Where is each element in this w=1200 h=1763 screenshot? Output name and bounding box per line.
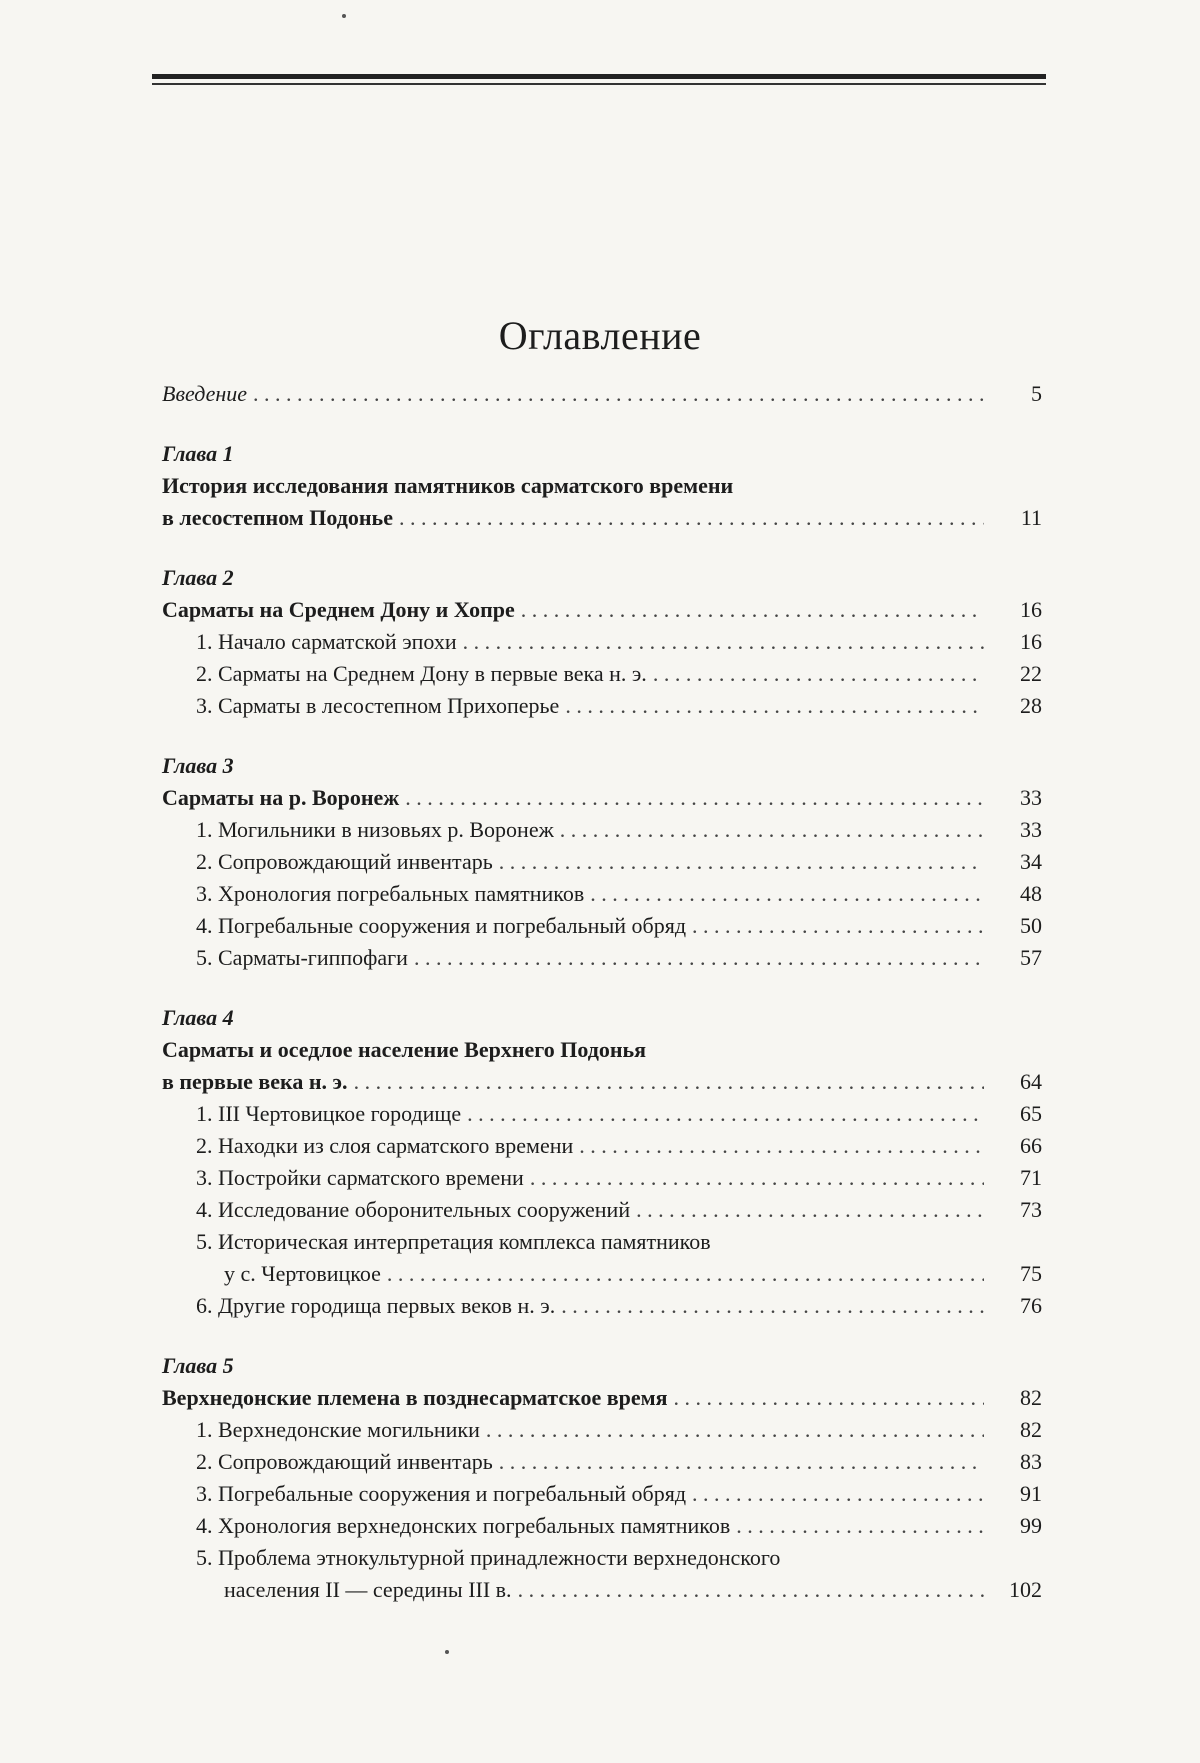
page-number: 73: [1020, 1197, 1042, 1222]
chapter-label: Глава 2: [162, 565, 234, 590]
dot-leader: [560, 814, 984, 846]
toc-chapter-3: [162, 750, 1042, 974]
toc-subentry: [162, 942, 1042, 974]
intro-label: Введение: [162, 381, 248, 406]
dot-leader: [499, 846, 984, 878]
page-number: 16: [1020, 629, 1042, 654]
page-number: 91: [1020, 1481, 1042, 1506]
subentry-text: 3. Постройки сарматского времени: [196, 1165, 524, 1190]
toc-chapter-1: [162, 438, 1042, 534]
toc-entry: [162, 378, 1042, 410]
toc-subentry: [162, 658, 1042, 690]
header-rule-thin: [152, 83, 1046, 85]
dot-leader: [561, 1290, 984, 1322]
toc-subentry: [162, 814, 1042, 846]
toc-subentry: [162, 1446, 1042, 1478]
toc-subentry: [162, 626, 1042, 658]
toc-subentry: [162, 690, 1042, 722]
chapter-heading-cont: в первые века н. э.: [162, 1069, 348, 1094]
chapter-label: Глава 5: [162, 1353, 234, 1378]
page-number: 99: [1020, 1513, 1042, 1538]
dot-leader: [414, 942, 984, 974]
page-number: 50: [1020, 913, 1042, 938]
page-number: 48: [1020, 881, 1042, 906]
page-number: 33: [1020, 785, 1042, 810]
page-number: 16: [1020, 597, 1042, 622]
subentry-text: 5. Сарматы-гиппофаги: [196, 945, 408, 970]
toc-subentry: [162, 1130, 1042, 1162]
page-number: 71: [1020, 1165, 1042, 1190]
dot-leader: [736, 1510, 984, 1542]
toc-subentry: [162, 1510, 1042, 1542]
dot-leader: [653, 658, 984, 690]
subentry-text: 1. Могильники в низовьях р. Воронеж: [196, 817, 554, 842]
chapter-heading: Сарматы на Среднем Дону и Хопре: [162, 597, 515, 622]
dot-leader: [579, 1130, 984, 1162]
subentry-text-cont: у с. Чертовицкое: [224, 1261, 381, 1286]
subentry-text: 2. Сопровождающий инвентарь: [196, 1449, 493, 1474]
chapter-heading-cont: в лесостепном Подонье: [162, 505, 393, 530]
toc-subentry: [162, 1290, 1042, 1322]
subentry-text: 2. Сарматы на Среднем Дону в первые века н. э.: [196, 661, 647, 686]
subentry-text: 4. Исследование оборонительных сооружений: [196, 1197, 631, 1222]
subentry-text: 5. Историческая интерпретация комплекса памятников: [196, 1229, 711, 1254]
page-number: 76: [1020, 1293, 1042, 1318]
subentry-text: 1. Начало сарматской эпохи: [196, 629, 457, 654]
dot-leader: [463, 626, 984, 658]
subentry-text: 6. Другие городища первых веков н. э.: [196, 1293, 556, 1318]
toc-subentry: [162, 846, 1042, 878]
page-number: 65: [1020, 1101, 1042, 1126]
dot-leader: [467, 1098, 984, 1130]
chapter-heading: Верхнедонские племена в позднесарматское время: [162, 1385, 668, 1410]
toc-subentry: [162, 910, 1042, 942]
subentry-text: 1. III Чертовицкое городище: [196, 1101, 462, 1126]
dot-leader: [530, 1162, 984, 1194]
page-number: 75: [1020, 1261, 1042, 1286]
page-number: 82: [1020, 1417, 1042, 1442]
subentry-text: 3. Сарматы в лесостепном Прихоперье: [196, 693, 560, 718]
print-speck: [342, 14, 346, 18]
dot-leader: [405, 782, 984, 814]
page-title: Оглавление: [498, 312, 702, 358]
dot-leader: [399, 502, 984, 534]
dot-leader: [636, 1194, 984, 1226]
toc-subentry: [162, 1258, 1042, 1290]
toc-entry: [162, 1382, 1042, 1414]
toc-subentry: [162, 1574, 1042, 1606]
chapter-heading: Сарматы и оседлое население Верхнего Подонья: [162, 1037, 647, 1062]
page-number: 64: [1020, 1069, 1042, 1094]
page-number: 28: [1020, 693, 1042, 718]
toc-entry: [162, 502, 1042, 534]
subentry-text: 5. Проблема этнокультурной принадлежности верхнедонского: [196, 1545, 781, 1570]
page-number: 33: [1020, 817, 1042, 842]
print-speck: [445, 1650, 449, 1654]
page-number: 57: [1020, 945, 1042, 970]
toc-subentry: [162, 1478, 1042, 1510]
toc-entry: [162, 1066, 1042, 1098]
toc-entry: [162, 594, 1042, 626]
toc-chapter-5: [162, 1350, 1042, 1606]
page-number: 11: [1020, 505, 1042, 530]
page-number: 34: [1020, 849, 1042, 874]
subentry-text-cont: населения II — середины III в.: [224, 1577, 512, 1602]
header-rule-thick: [152, 74, 1046, 79]
toc-subentry: [162, 1194, 1042, 1226]
dot-leader: [499, 1446, 984, 1478]
subentry-text: 4. Погребальные сооружения и погребальный обряд: [196, 913, 687, 938]
subentry-text: 4. Хронология верхнедонских погребальных памятников: [196, 1513, 731, 1538]
chapter-heading: Сарматы на р. Воронеж: [162, 785, 400, 810]
page-number: 82: [1020, 1385, 1042, 1410]
toc-intro: [162, 378, 1042, 410]
dot-leader: [590, 878, 984, 910]
toc-subentry: [162, 878, 1042, 910]
dot-leader: [354, 1066, 984, 1098]
chapter-label: Глава 4: [162, 1005, 234, 1030]
page-number: 83: [1020, 1449, 1042, 1474]
page-number: 5: [1031, 381, 1042, 406]
subentry-text: 2. Сопровождающий инвентарь: [196, 849, 493, 874]
subentry-text: 3. Хронология погребальных памятников: [196, 881, 585, 906]
dot-leader: [518, 1574, 984, 1606]
dot-leader: [253, 378, 984, 410]
chapter-label: Глава 1: [162, 441, 234, 466]
chapter-heading: История исследования памятников сарматского времени: [162, 473, 734, 498]
dot-leader: [674, 1382, 984, 1414]
toc-subentry: [162, 1414, 1042, 1446]
table-of-contents: [162, 378, 1042, 1634]
page-number: 66: [1020, 1133, 1042, 1158]
dot-leader: [486, 1414, 984, 1446]
dot-leader: [387, 1258, 984, 1290]
page-number: 22: [1020, 661, 1042, 686]
dot-leader: [692, 1478, 984, 1510]
dot-leader: [521, 594, 984, 626]
toc-subentry: [162, 1162, 1042, 1194]
dot-leader: [692, 910, 984, 942]
dot-leader: [565, 690, 984, 722]
page-number: 102: [1009, 1577, 1042, 1602]
toc-chapter-2: [162, 562, 1042, 722]
chapter-label: Глава 3: [162, 753, 234, 778]
toc-subentry: [162, 1098, 1042, 1130]
subentry-text: 1. Верхнедонские могильники: [196, 1417, 480, 1442]
subentry-text: 3. Погребальные сооружения и погребальный обряд: [196, 1481, 687, 1506]
toc-entry: [162, 782, 1042, 814]
toc-chapter-4: [162, 1002, 1042, 1322]
subentry-text: 2. Находки из слоя сарматского времени: [196, 1133, 574, 1158]
